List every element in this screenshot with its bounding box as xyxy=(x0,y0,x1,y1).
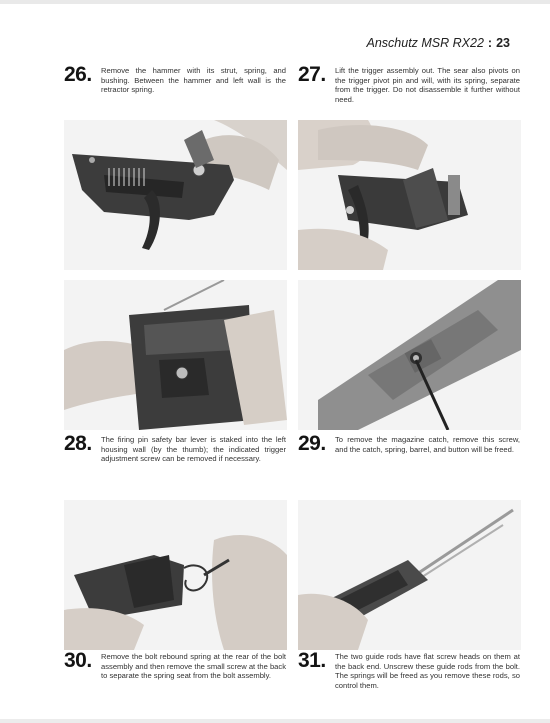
page-number: 23 xyxy=(496,36,510,50)
photo-step-31 xyxy=(298,500,521,650)
step-number: 26. xyxy=(64,63,92,86)
running-header xyxy=(367,36,511,50)
step-number: 28. xyxy=(64,432,92,455)
header-separator: : xyxy=(487,36,493,50)
page-bottom-edge xyxy=(0,719,550,723)
step-text: Remove the hammer with its strut, spring, and bushing. Between the hammer and left wall is the retractor spring. xyxy=(101,66,286,95)
photo-step-26 xyxy=(64,120,287,270)
photo-step-28 xyxy=(64,280,287,430)
book-title: Anschutz MSR RX22 xyxy=(366,36,484,50)
photo-step-29 xyxy=(298,280,521,430)
step-text: Remove the bolt rebound spring at the rear of the bolt assembly and then remove the small screw at the back to separate the spring seat from the bolt assembly. xyxy=(101,652,286,681)
photo-step-27 xyxy=(298,120,521,270)
step-text: The two guide rods have flat screw heads on them at the back end. Unscrew these guide rods from the bolt. The springs will be freed as you remove these rods, so control them. xyxy=(335,652,520,690)
step-number: 31. xyxy=(298,649,326,672)
step-number: 30. xyxy=(64,649,92,672)
step-number: 29. xyxy=(298,432,326,455)
photo-step-30 xyxy=(64,500,287,650)
step-text: The firing pin safety bar lever is staked into the left housing wall (by the thumb); the indicated trigger adjustment screw can be removed if necessary. xyxy=(101,435,286,464)
page-top-edge xyxy=(0,0,550,4)
step-number: 27. xyxy=(298,63,326,86)
step-text: Lift the trigger assembly out. The sear also pivots on the trigger pivot pin and will, with its spring, separate from the trigger. Do not disassemble it further without need. xyxy=(335,66,520,104)
step-text: To remove the magazine catch, remove this screw, and the catch, spring, barrel, and button will be freed. xyxy=(335,435,520,454)
